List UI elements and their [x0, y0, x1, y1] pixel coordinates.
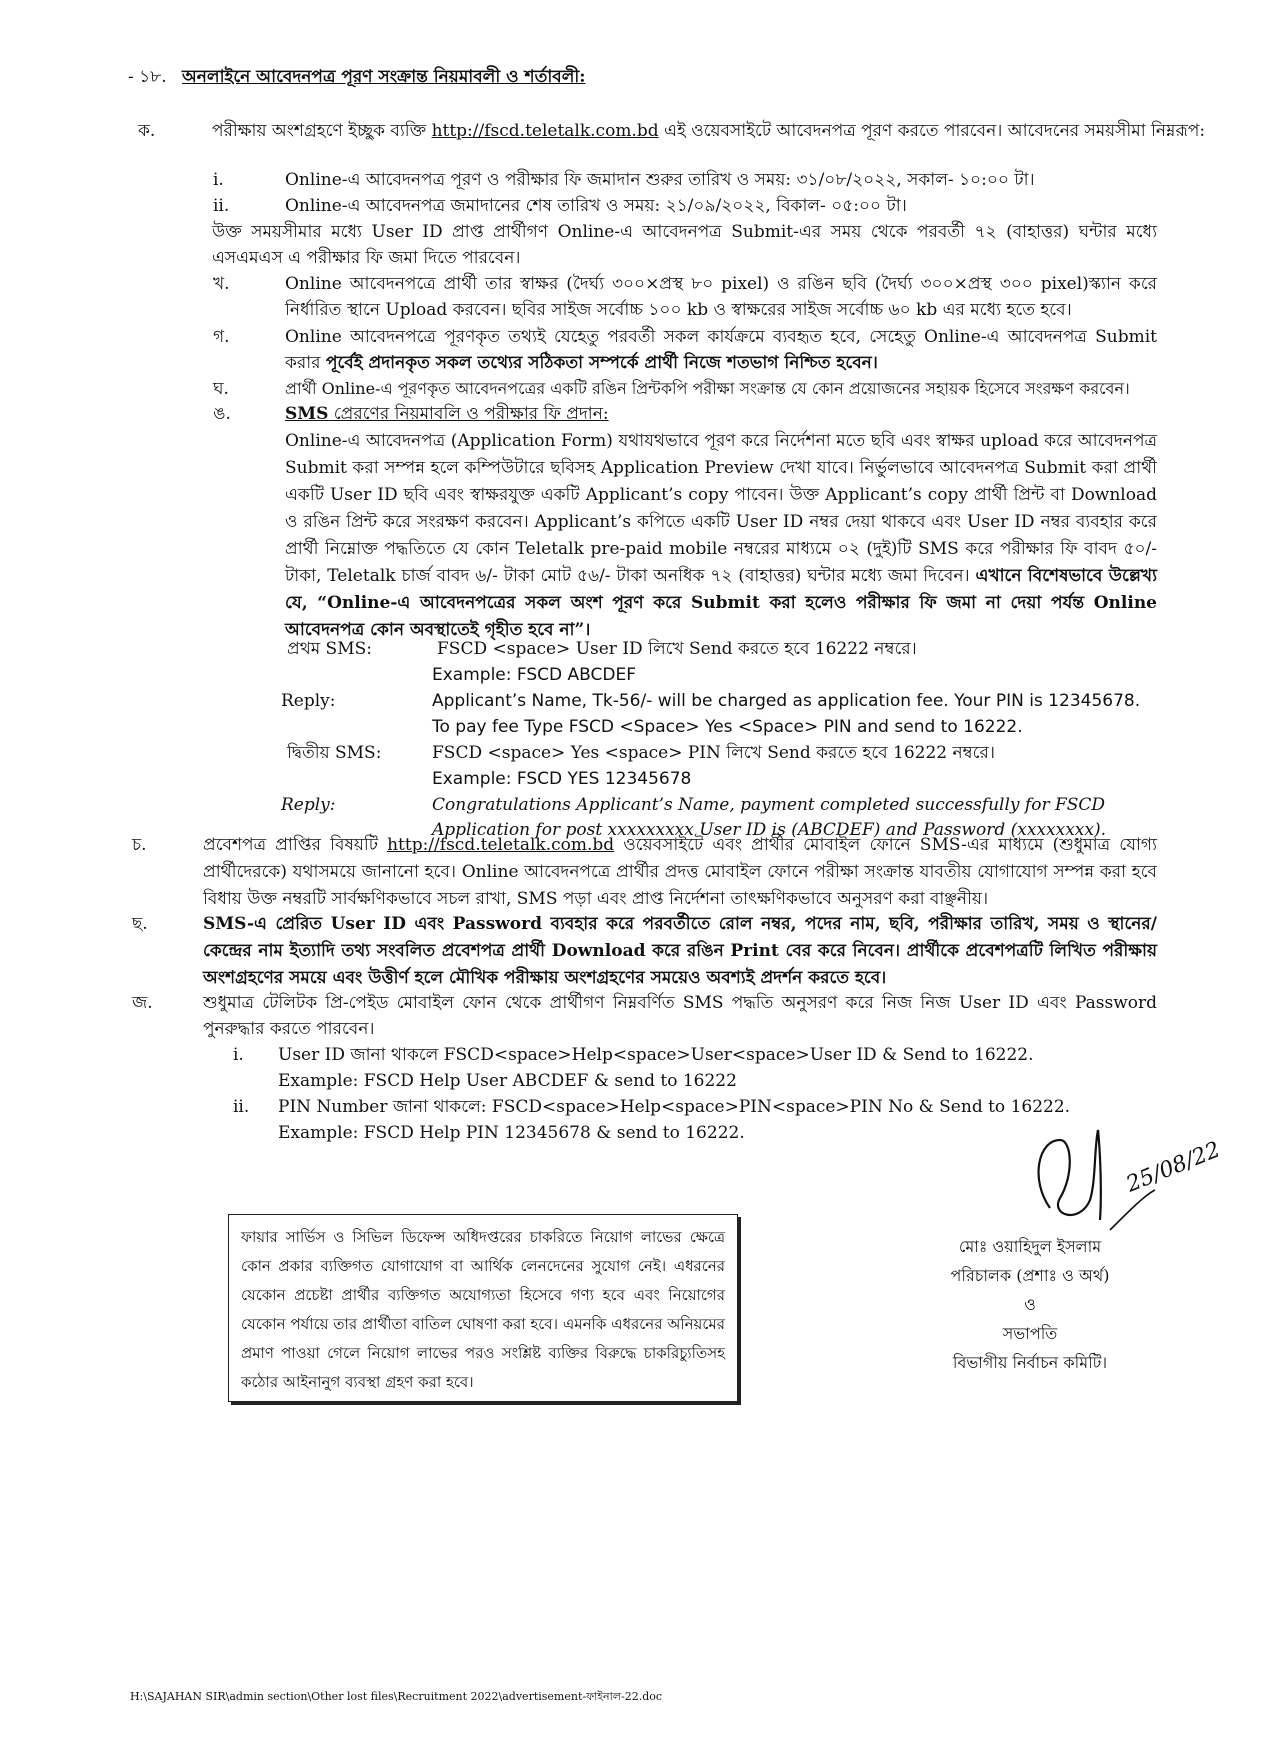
item-kha-label: খ.: [213, 274, 230, 294]
item-ka-text-pre: পরীক্ষায় অংশগ্রহণে ইচ্ছুক ব্যক্তি: [212, 121, 432, 141]
signatory-block: [925, 1232, 1135, 1377]
item-ka-i-num: i.: [213, 170, 224, 190]
item-uma-heading: [285, 401, 609, 427]
signatory-role: সভাপতি: [1002, 1324, 1058, 1343]
item-ka-note: উক্ত সময়সীমার মধ্যে User ID প্রাপ্ত প্রার্থীগণ Online-এ আবেদনপত্র Submit-এর সময় থেকে পরবর্তী ৭২ (বাহাত্তর) ঘন্টার মধ্যে এসএমএস এ পরীক্ষার ফি জমা দিতে পারবেন।: [212, 222, 1157, 268]
sms1-text: FSCD <space> User ID লিখে Send করতে হবে 16222 নম্বরে।: [437, 639, 917, 659]
reply1-label: Reply:: [281, 691, 336, 711]
item-ga-text-main: Online আবেদনপত্রে পূরণকৃত তথ্যই যেহেতু পরবর্তী সকল কার্যক্রমে ব্যবহৃত হবে, সেহেতু Online-এ আবেদনপত্র Submit করার: [285, 327, 1157, 373]
item-cha-text-post: ওয়েবসাইটে এবং প্রার্থীর মোবাইল ফোনে SMS-এর মাধ্যমে (শুধুমাত্র যোগ্য প্রার্থীদেরকে) যথাসময়ে জানানো হবে। Online আবেদনপত্রে প্রার্থীর প্রদত্ত মোবাইল ফোনে পরীক্ষা সংক্রান্ত যাবতীয় যোগাযোগ সম্পন্ন করা হবে বিধায় উক্ত নম্বরটি সার্বক্ষণিকভাবে সচল রাখা, SMS পড়া এবং প্রাপ্ত নির্দেশনা তাৎক্ষণিকভাবে অনুসরণ করা বাঞ্ছনীয়।: [203, 835, 1157, 909]
item-ja-label: জ.: [132, 993, 153, 1013]
item-uma-label: ঙ.: [213, 404, 231, 424]
section-header: [128, 64, 586, 90]
handwritten-signature: [1020, 1120, 1240, 1250]
sms2-example: Example: FSCD YES 12345678: [432, 769, 692, 789]
sms1-example: Example: FSCD ABCDEF: [432, 665, 636, 685]
anti-corruption-notice-box: [228, 1214, 738, 1402]
item-gha-text: প্রার্থী Online-এ পূরণকৃত আবেদনপত্রের একটি রঙিন প্রিন্টকপি পরীক্ষা সংক্রান্ত যে কোন প্রয়োজনের সহায়ক হিসেবে সংরক্ষণ করবেন।: [285, 379, 1130, 398]
signatory-conj: ও: [1024, 1295, 1036, 1314]
item-uma-para-bold: এখানে বিশেষভাবে উল্লেখ্য যে, “Online-এ আবেদনপত্রের সকল অংশ পূরণ করে Submit করা হলেও পরীক্ষার ফি জমা না দেয়া পর্যন্ত Online আবেদনপত্র কোন অবস্থাতেই গৃহীত হবে না”।: [285, 566, 1158, 640]
item-ka-i-text: Online-এ আবেদনপত্র পূরণ ও পরীক্ষার ফি জমাদান শুরুর তারিখ ও সময়: ৩১/০৮/২০২২, সকাল- ১০:০০ টা।: [285, 170, 1035, 190]
sms-heading-text: প্রেরণের নিয়মাবলি ও পরীক্ষার ফি প্রদান:: [328, 404, 609, 424]
file-path-footer: H:\SAJAHAN SIR\admin section\Other lost files\Recruitment 2022\advertisement-ফাইনাল-22.doc: [130, 1690, 663, 1703]
item-ja-ii-line2: Example: FSCD Help PIN 12345678 & send to 16222.: [278, 1123, 745, 1143]
item-ja-ii-num: ii.: [233, 1097, 250, 1117]
signatory-committee: বিভাগীয় নির্বাচন কমিটি।: [952, 1353, 1108, 1372]
section-title: অনলাইনে আবেদনপত্র পূরণ সংক্রান্ত নিয়মাবলী ও শর্তাবলী:: [182, 67, 586, 87]
item-ja-text: শুধুমাত্র টেলিটক প্রি-পেইড মোবাইল ফোন থেকে প্রার্থীগণ নিম্নবর্ণিত SMS পদ্ধতি অনুসরণ করে নিজ নিজ User ID এবং Password পুনরুদ্ধার করতে পারবেন।: [203, 993, 1157, 1039]
item-ka-intro: [212, 118, 1205, 144]
item-chha-label: ছ.: [132, 914, 148, 934]
notice-text: ফায়ার সার্ভিস ও সিভিল ডিফেন্স অধিদপ্তরের চাকরিতে নিয়োগ লাভের ক্ষেত্রে কোন প্রকার ব্যক্তিগত যোগাযোগ বা আর্থিক লেনদেনের সুযোগ নেই। এধরনের যেকোন প্রচেষ্টা প্রার্থীর ব্যক্তিগত অযোগ্যতা হিসেবে গণ্য হবে এবং নিয়োগের যেকোন পর্যায়ে তার প্রার্থীতা বাতিল ঘোষণা করা হবে। এমনকি এধরনের অনিয়মের প্রমাণ পাওয়া গেলে নিয়োগ লাভের পরও সংশ্লিষ্ট ব্যক্তির বিরুদ্ধে চাকরিচ্যুতিসহ কঠোর আইনানুগ ব্যবস্থা গ্রহণ করা হবে।: [241, 1228, 725, 1391]
item-ka-ii-text: Online-এ আবেদনপত্র জমাদানের শেষ তারিখ ও সময়: ২১/০৯/২০২২, বিকাল- ০৫:০০ টা।: [285, 196, 907, 216]
header-dash: -: [128, 67, 140, 87]
item-ga-text-bold: পূর্বেই প্রদানকৃত সকল তথ্যের সঠিকতা সম্পর্কে প্রার্থী নিজে শতভাগ নিশ্চিত হবেন।: [325, 353, 878, 373]
reply1-line2: To pay fee Type FSCD <Space> Yes <Space> PIN and send to 16222.: [432, 717, 1023, 737]
sms1-label: প্রথম SMS:: [287, 639, 372, 659]
item-ka-ii-num: ii.: [213, 196, 230, 216]
item-ja-i-line2: Example: FSCD Help User ABCDEF & send to 16222: [278, 1071, 737, 1091]
item-kha-text: Online আবেদনপত্রে প্রার্থী তার স্বাক্ষর (দৈর্ঘ্য ৩০০×প্রস্থ ৮০ pixel) ও রঙিন ছবি (দৈর্ঘ্য ৩০০×প্রস্থ ৩০০ pixel)স্ক্যান করে নির্ধারিত স্থানে Upload করবেন। ছবির সাইজ সর্বোচ্চ ১০০ kb ও স্বাক্ষরের সাইজ সর্বোচ্চ ৬০ kb এর মধ্যে হতে হবে।: [285, 274, 1157, 320]
item-ka-label: ক.: [138, 121, 156, 141]
item-cha-text: [203, 832, 1157, 913]
teletalk-link[interactable]: http://fscd.teletalk.com.bd: [431, 121, 659, 141]
item-ja-ii-line1: PIN Number জানা থাকলে: FSCD<space>Help<space>PIN<space>PIN No & Send to 16222.: [278, 1097, 1071, 1117]
item-ga-label: গ.: [213, 327, 230, 347]
section-number: ১৮.: [139, 67, 167, 87]
sms2-text: FSCD <space> Yes <space> PIN লিখে Send করতে হবে 16222 নম্বরে।: [432, 743, 995, 763]
reply1-line1: Applicant’s Name, Tk-56/- will be charged as application fee. Your PIN is 12345678.: [432, 691, 1141, 711]
item-ja-i-line1: User ID জানা থাকলে FSCD<space>Help<space>User<space>User ID & Send to 16222.: [278, 1045, 1034, 1065]
reply2-line1: Congratulations Applicant’s Name, payment completed successfully for FSCD: [432, 795, 1106, 815]
item-cha-text-pre: প্রবেশপত্র প্রাপ্তির বিষয়টি: [203, 835, 388, 855]
sms2-label: দ্বিতীয় SMS:: [287, 743, 382, 763]
reply2-label: Reply:: [281, 795, 336, 815]
signature-date: 25/08/22: [1122, 1137, 1224, 1198]
item-uma-paragraph: [285, 428, 1157, 644]
item-gha-label: ঘ.: [213, 379, 229, 399]
signatory-designation: পরিচালক (প্রশাঃ ও অর্থ): [950, 1266, 1110, 1285]
signatory-name: মোঃ ওয়াহিদুল ইসলাম: [958, 1237, 1102, 1256]
sms-heading-label: SMS: [285, 404, 329, 424]
item-cha-label: চ.: [132, 835, 147, 855]
item-ja-i-num: i.: [233, 1045, 244, 1065]
teletalk-link-2[interactable]: http://fscd.teletalk.com.bd: [387, 835, 615, 855]
item-ka-text-post: এই ওয়েবসাইটে আবেদনপত্র পূরণ করতে পারবেন। আবেদনের সময়সীমা নিম্নরূপ:: [658, 121, 1206, 141]
reply2-line2: Application for post xxxxxxxxx User ID is (ABCDEF) and Password (xxxxxxxx).: [432, 820, 1106, 840]
item-chha-text: SMS-এ প্রেরিত User ID এবং Password ব্যবহার করে পরবর্তীতে রোল নম্বর, পদের নাম, ছবি, পরীক্ষার তারিখ, সময় ও স্থানের/কেন্দ্রের নাম ইত্যাদি তথ্য সংবলিত প্রবেশপত্র প্রার্থী Download করে রঙিন Print বের করে নিবেন। প্রার্থীকে প্রবেশপত্রটি লিখিত পরীক্ষায় অংশগ্রহণের সময়ে এবং উত্তীর্ণ হলে মৌখিক পরীক্ষায় অংশগ্রহণের সময়েও অবশ্যই প্রদর্শন করতে হবে।: [203, 914, 1157, 988]
item-uma-para-text: Online-এ আবেদনপত্র (Application Form) যথাযথভাবে পূরণ করে নির্দেশনা মতে ছবি এবং স্বাক্ষর upload করে আবেদনপত্র Submit করা সম্পন্ন হলে কম্পিউটারে ছবিসহ Application Preview দেখা যাবে। নির্ভুলভাবে আবেদনপত্র Submit করা প্রার্থী একটি User ID ছবি এবং স্বাক্ষরযুক্ত একটি Applicant’s copy পাবেন। উক্ত Applicant’s copy প্রার্থী প্রিন্ট বা Download ও রঙিন প্রিন্ট করে সংরক্ষণ করবেন। Applicant’s কপিতে একটি User ID নম্বর দেয়া থাকবে এবং User ID নম্বর ব্যবহার করে প্রার্থী নিম্নোক্ত পদ্ধতিতে যে কোন Teletalk pre-paid mobile নম্বরের মাধ্যমে ০২ (দুই)টি SMS করে পরীক্ষার ফি বাবদ ৫০/- টাকা, Teletalk চার্জ বাবদ ৬/- টাকা মোট ৫৬/- টাকা অনধিক ৭২ (বাহাত্তর) ঘন্টার মধ্যে জমা দিবেন।: [285, 431, 1157, 586]
item-ga-text: [285, 324, 1157, 376]
